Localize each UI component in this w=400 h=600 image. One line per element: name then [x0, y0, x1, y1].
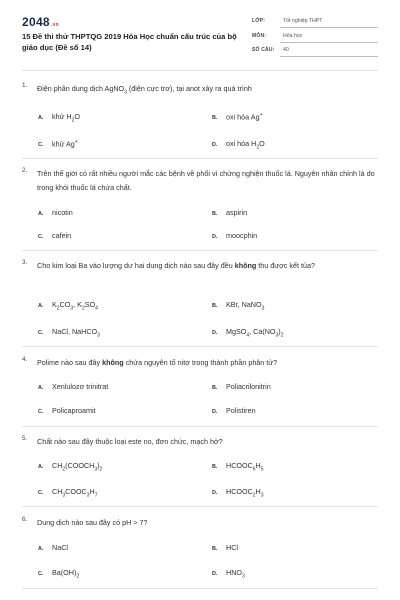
option-letter: B.: [212, 303, 218, 309]
meta-underline: [280, 56, 378, 57]
divider: [22, 70, 378, 71]
meta-class-key: LỚP:: [252, 18, 266, 24]
answer-option-c[interactable]: C. NaCl, NaHCO$_3$: [38, 327, 100, 339]
option-letter: A.: [38, 385, 44, 391]
question-number: 2.: [22, 167, 28, 174]
option-letter: B.: [212, 464, 218, 470]
logo-suffix: .vn: [50, 22, 60, 28]
question-stem: Cho kim loại Ba vào lượng dư hai dung dịch nào sau đây đều không thu được kết tủa?: [37, 261, 315, 270]
meta-underline: [280, 42, 378, 43]
divider: [22, 158, 378, 159]
answer-option-a[interactable]: [38, 382, 108, 391]
divider: [22, 346, 378, 347]
question-stem: Điện phân dung dịch AgNO$_3$ (điện cực trơ), tại anot xảy ra quá trình: [37, 84, 252, 96]
answer-option-c[interactable]: C. khử Ag+: [38, 139, 78, 149]
option-text: HCl: [226, 543, 238, 552]
option-text: Polistiren: [226, 406, 256, 415]
answer-option-d[interactable]: [212, 231, 257, 240]
question-number: 3.: [22, 259, 28, 266]
answer-option-a[interactable]: [38, 208, 73, 217]
option-letter: C.: [38, 571, 44, 577]
option-letter: D.: [212, 142, 218, 148]
option-letter: B.: [212, 546, 218, 552]
option-letter: C.: [38, 490, 44, 496]
option-text: nicotin: [52, 208, 73, 217]
option-letter: D.: [212, 234, 218, 240]
question-number: 5.: [22, 435, 28, 442]
question-stem: Trên thế giới có rất nhiều người mắc các bệnh về phổi vì chứng nghiện thuốc lá. Nguyên nhân chính là do trong khói thuốc lá chứa chất.: [37, 169, 375, 192]
question-stem: Polime nào sau đây không chứa nguyên tố nitơ trong thành phần phân tử?: [37, 358, 278, 367]
question-number: 6.: [22, 516, 28, 523]
answer-option-a[interactable]: [38, 543, 68, 552]
question-stem: Chất nào sau đây thuộc loại este no, đơn chức, mạch hở?: [37, 437, 223, 446]
option-text: aspirin: [226, 208, 248, 217]
question-number: 4.: [22, 356, 28, 363]
answer-option-d[interactable]: [212, 406, 256, 415]
option-letter: D.: [212, 409, 218, 415]
meta-underline: [280, 27, 378, 28]
answer-option-c[interactable]: [38, 406, 96, 415]
answer-option-b[interactable]: B. oxi hóa Ag+: [212, 112, 263, 122]
meta-class-value: Tốt nghiệp THPT: [283, 18, 323, 24]
answer-option-d[interactable]: D. oxi hóa $H_2O$: [212, 139, 265, 151]
logo-text: 2048: [22, 15, 50, 29]
answer-option-c[interactable]: C. $Ba(OH)_2$: [38, 568, 80, 580]
option-letter: A.: [38, 546, 44, 552]
answer-option-b[interactable]: B. KBr, NaNO$_3$: [212, 300, 265, 312]
answer-option-b[interactable]: [212, 543, 238, 552]
option-letter: D.: [212, 490, 218, 496]
option-letter: C.: [38, 234, 44, 240]
answer-option-a[interactable]: A. $K_2CO_3$, $K_2SO_4$: [38, 300, 98, 312]
option-letter: C.: [38, 142, 44, 149]
document-header: [0, 0, 400, 66]
option-letter: B.: [212, 115, 218, 122]
answer-option-a[interactable]: A. khử $H_2O$: [38, 112, 80, 124]
answer-option-c[interactable]: C. $CH_3COOC_3H_7$: [38, 487, 98, 499]
exam-title: 15 Đề thi thử THPTQG 2019 Hóa Học chuẩn cấu trúc của bộ giáo dục (Đề số 14): [22, 32, 237, 52]
option-letter: C.: [38, 409, 44, 415]
option-letter: D.: [212, 330, 218, 336]
option-text: cafein: [52, 231, 72, 240]
answer-option-d[interactable]: D. $HCOOC_2H_3$: [212, 487, 264, 499]
option-letter: B.: [212, 211, 218, 217]
option-text: Xenlulozơ trinitrat: [52, 382, 109, 391]
divider: [22, 426, 378, 427]
answer-option-b[interactable]: [212, 382, 271, 391]
meta-class: [252, 16, 378, 28]
meta-count-value: 40: [283, 47, 289, 53]
site-logo[interactable]: [22, 15, 59, 29]
option-letter: A.: [38, 464, 44, 470]
question-stem: Dung dịch nào sau đây có pH > 7?: [37, 518, 148, 527]
option-letter: D.: [212, 571, 218, 577]
option-letter: B.: [212, 385, 218, 391]
option-text: NaCl: [52, 543, 68, 552]
answer-option-b[interactable]: [212, 208, 247, 217]
option-letter: C.: [38, 330, 44, 336]
option-text: Policaproamit: [52, 406, 96, 415]
meta-subject-key: MÔN:: [252, 33, 267, 39]
option-letter: A.: [38, 211, 44, 217]
divider: [22, 588, 378, 589]
meta-count: [252, 45, 378, 57]
meta-subject-value: Hóa học: [283, 33, 303, 39]
meta-subject: [252, 31, 378, 43]
answer-option-c[interactable]: [38, 231, 71, 240]
divider: [22, 506, 378, 507]
option-letter: A.: [38, 115, 44, 121]
divider: [22, 250, 378, 251]
meta-count-key: SỐ CÂU:: [252, 47, 275, 53]
answer-option-d[interactable]: D. $HNO_3$: [212, 568, 245, 580]
answer-option-b[interactable]: B. $HCOOC_6H_5$: [212, 461, 264, 473]
question-number: 1.: [22, 82, 28, 89]
option-text: moocphin: [226, 231, 258, 240]
option-text: Poliacrilonitrin: [226, 382, 271, 391]
option-letter: A.: [38, 303, 44, 309]
answer-option-d[interactable]: D. MgSO$_4$, $Ca(NO_3)_2$: [212, 327, 284, 339]
answer-option-a[interactable]: A. $CH_2(COOCH_3)_2$: [38, 461, 103, 473]
